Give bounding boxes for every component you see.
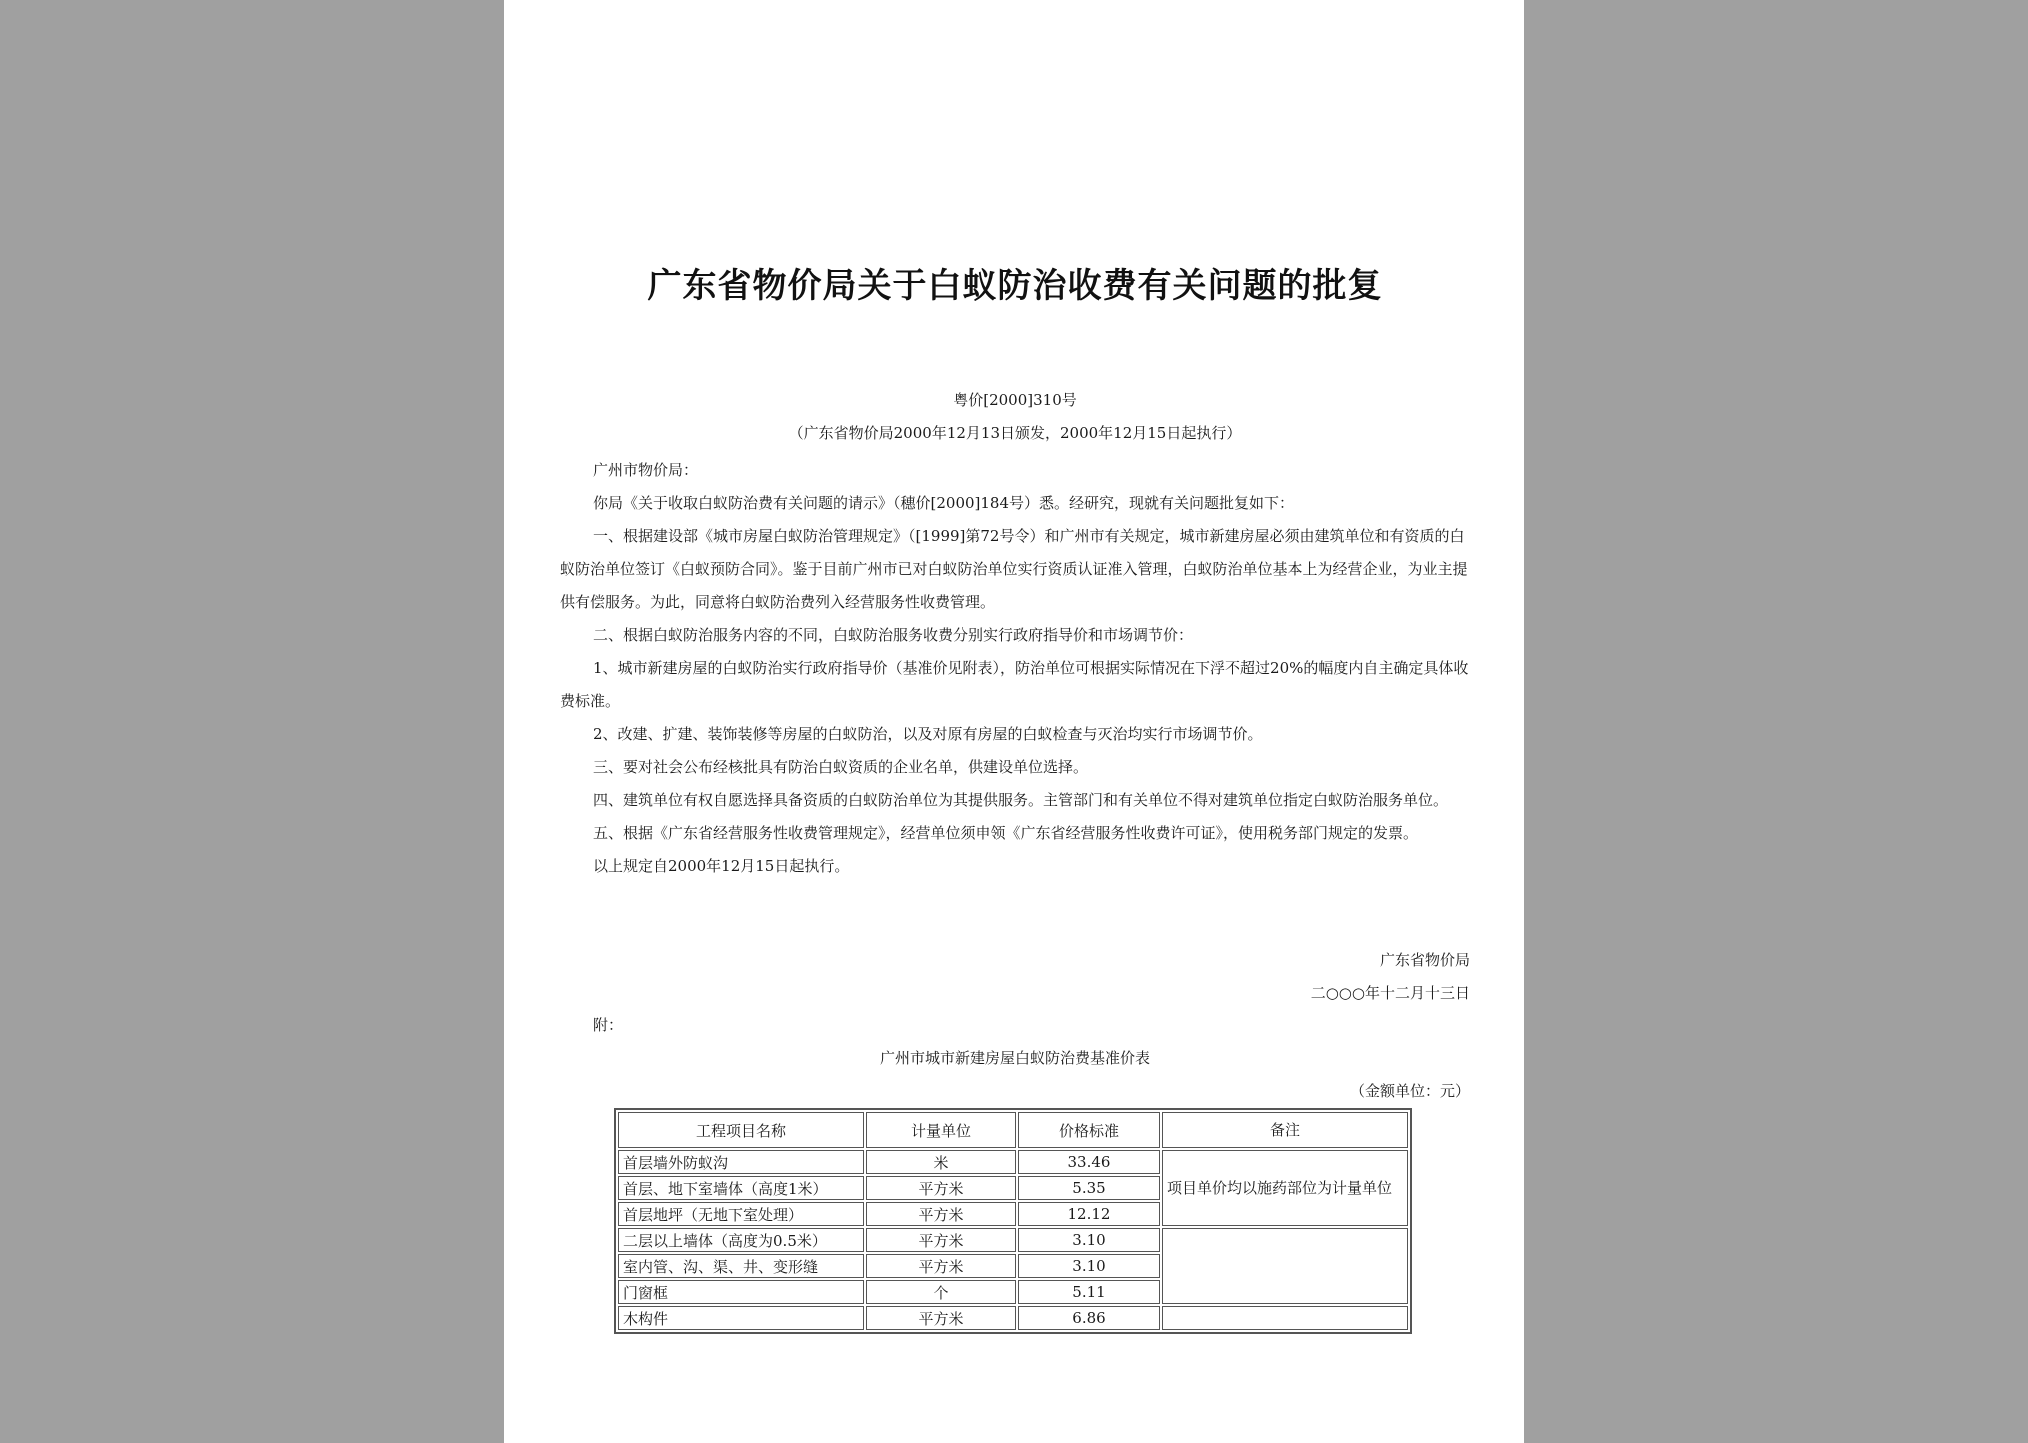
header-remark: 备注 (1162, 1112, 1408, 1148)
item-unit: 平方米 (866, 1254, 1016, 1278)
item-name: 二层以上墙体（高度为0.5米） (618, 1228, 864, 1252)
remark-cell-empty (1162, 1228, 1408, 1304)
table-row (618, 1228, 1408, 1252)
table-title: 广州市城市新建房屋白蚁防治费基准价表 (879, 1049, 1150, 1067)
attachment-label: 附： (593, 1016, 624, 1034)
item-price: 3.10 (1018, 1254, 1160, 1278)
item-price: 5.35 (1018, 1176, 1160, 1200)
table-header-row (618, 1112, 1408, 1148)
body-paragraph: 2、改建、扩建、装饰装修等房屋的白蚁防治，以及对原有房屋的白蚁检查与灭治均实行市场调节价。 (593, 725, 1263, 743)
body-paragraph: 三、要对社会公布经核批具有防治白蚁资质的企业名单，供建设单位选择。 (593, 758, 1089, 776)
issued-note: （广东省物价局2000年12月13日颁发，2000年12月15日起执行） (788, 424, 1242, 442)
item-name: 室内管、沟、渠、井、变形缝 (618, 1254, 864, 1278)
document-number: 粤价[2000]310号 (953, 391, 1077, 409)
item-unit: 平方米 (866, 1306, 1016, 1330)
item-name: 首层地坪（无地下室处理） (618, 1202, 864, 1226)
item-name: 首层、地下室墙体（高度1米） (618, 1176, 864, 1200)
item-unit: 平方米 (866, 1228, 1016, 1252)
item-name: 木构件 (618, 1306, 864, 1330)
salutation: 广州市物价局： (593, 461, 699, 479)
header-unit: 计量单位 (866, 1112, 1016, 1148)
item-price: 12.12 (1018, 1202, 1160, 1226)
item-name: 首层墙外防蚁沟 (618, 1150, 864, 1174)
item-unit: 平方米 (866, 1176, 1016, 1200)
document-title: 广东省物价局关于白蚁防治收费有关问题的批复 (647, 266, 1383, 306)
body-paragraph: 五、根据《广东省经营服务性收费管理规定》，经营单位须申领《广东省经营服务性收费许可证》，使用税务部门规定的发票。 (593, 824, 1419, 842)
item-price: 6.86 (1018, 1306, 1160, 1330)
remark-cell-empty (1162, 1306, 1408, 1330)
body-paragraph: 以上规定自2000年12月15日起执行。 (593, 857, 850, 875)
body-paragraph: 二、根据白蚁防治服务内容的不同，白蚁防治服务收费分别实行政府指导价和市场调节价： (593, 626, 1194, 644)
item-name: 门窗框 (618, 1280, 864, 1304)
document-body (560, 454, 1470, 883)
remark-cell: 项目单价均以施药部位为计量单位 (1162, 1150, 1408, 1226)
item-unit: 米 (866, 1150, 1016, 1174)
body-paragraph: 四、建筑单位有权自愿选择具备资质的白蚁防治单位为其提供服务。主管部门和有关单位不得对建筑单位指定白蚁防治服务单位。 (593, 791, 1449, 809)
signature-date: 二○○○年十二月十三日 (1310, 984, 1470, 1002)
item-unit: 个 (866, 1280, 1016, 1304)
body-paragraph: 一、根据建设部《城市房屋白蚁防治管理规定》（[1999]第72号令）和广州市有关规定，城市新建房屋必须由建筑单位和有资质的白蚁防治单位签订《白蚁预防合同》。鉴于目前广州市已对白蚁防治单位实行资质认证准入管理，白蚁防治单位基本上为经营企业，为业主提供有偿服务。为此，同意将白蚁防治费列入经营服务性收费管理。 (560, 527, 1468, 611)
header-item-name: 工程项目名称 (618, 1112, 864, 1148)
signature-issuer: 广东省物价局 (1379, 951, 1470, 969)
item-price: 5.11 (1018, 1280, 1160, 1304)
header-price: 价格标准 (1018, 1112, 1160, 1148)
item-price: 33.46 (1018, 1150, 1160, 1174)
price-table (614, 1108, 1412, 1334)
item-unit: 平方米 (866, 1202, 1016, 1226)
item-price: 3.10 (1018, 1228, 1160, 1252)
body-paragraph: 你局《关于收取白蚁防治费有关问题的请示》（穗价[2000]184号）悉。经研究，现就有关问题批复如下： (593, 494, 1295, 512)
table-row (618, 1306, 1408, 1330)
table-row (618, 1150, 1408, 1174)
document-page (504, 0, 1524, 1443)
unit-note: （金额单位：元） (1349, 1082, 1470, 1100)
body-paragraph: 1、城市新建房屋的白蚁防治实行政府指导价（基准价见附表），防治单位可根据实际情况在下浮不超过20%的幅度内自主确定具体收费标准。 (560, 659, 1469, 710)
